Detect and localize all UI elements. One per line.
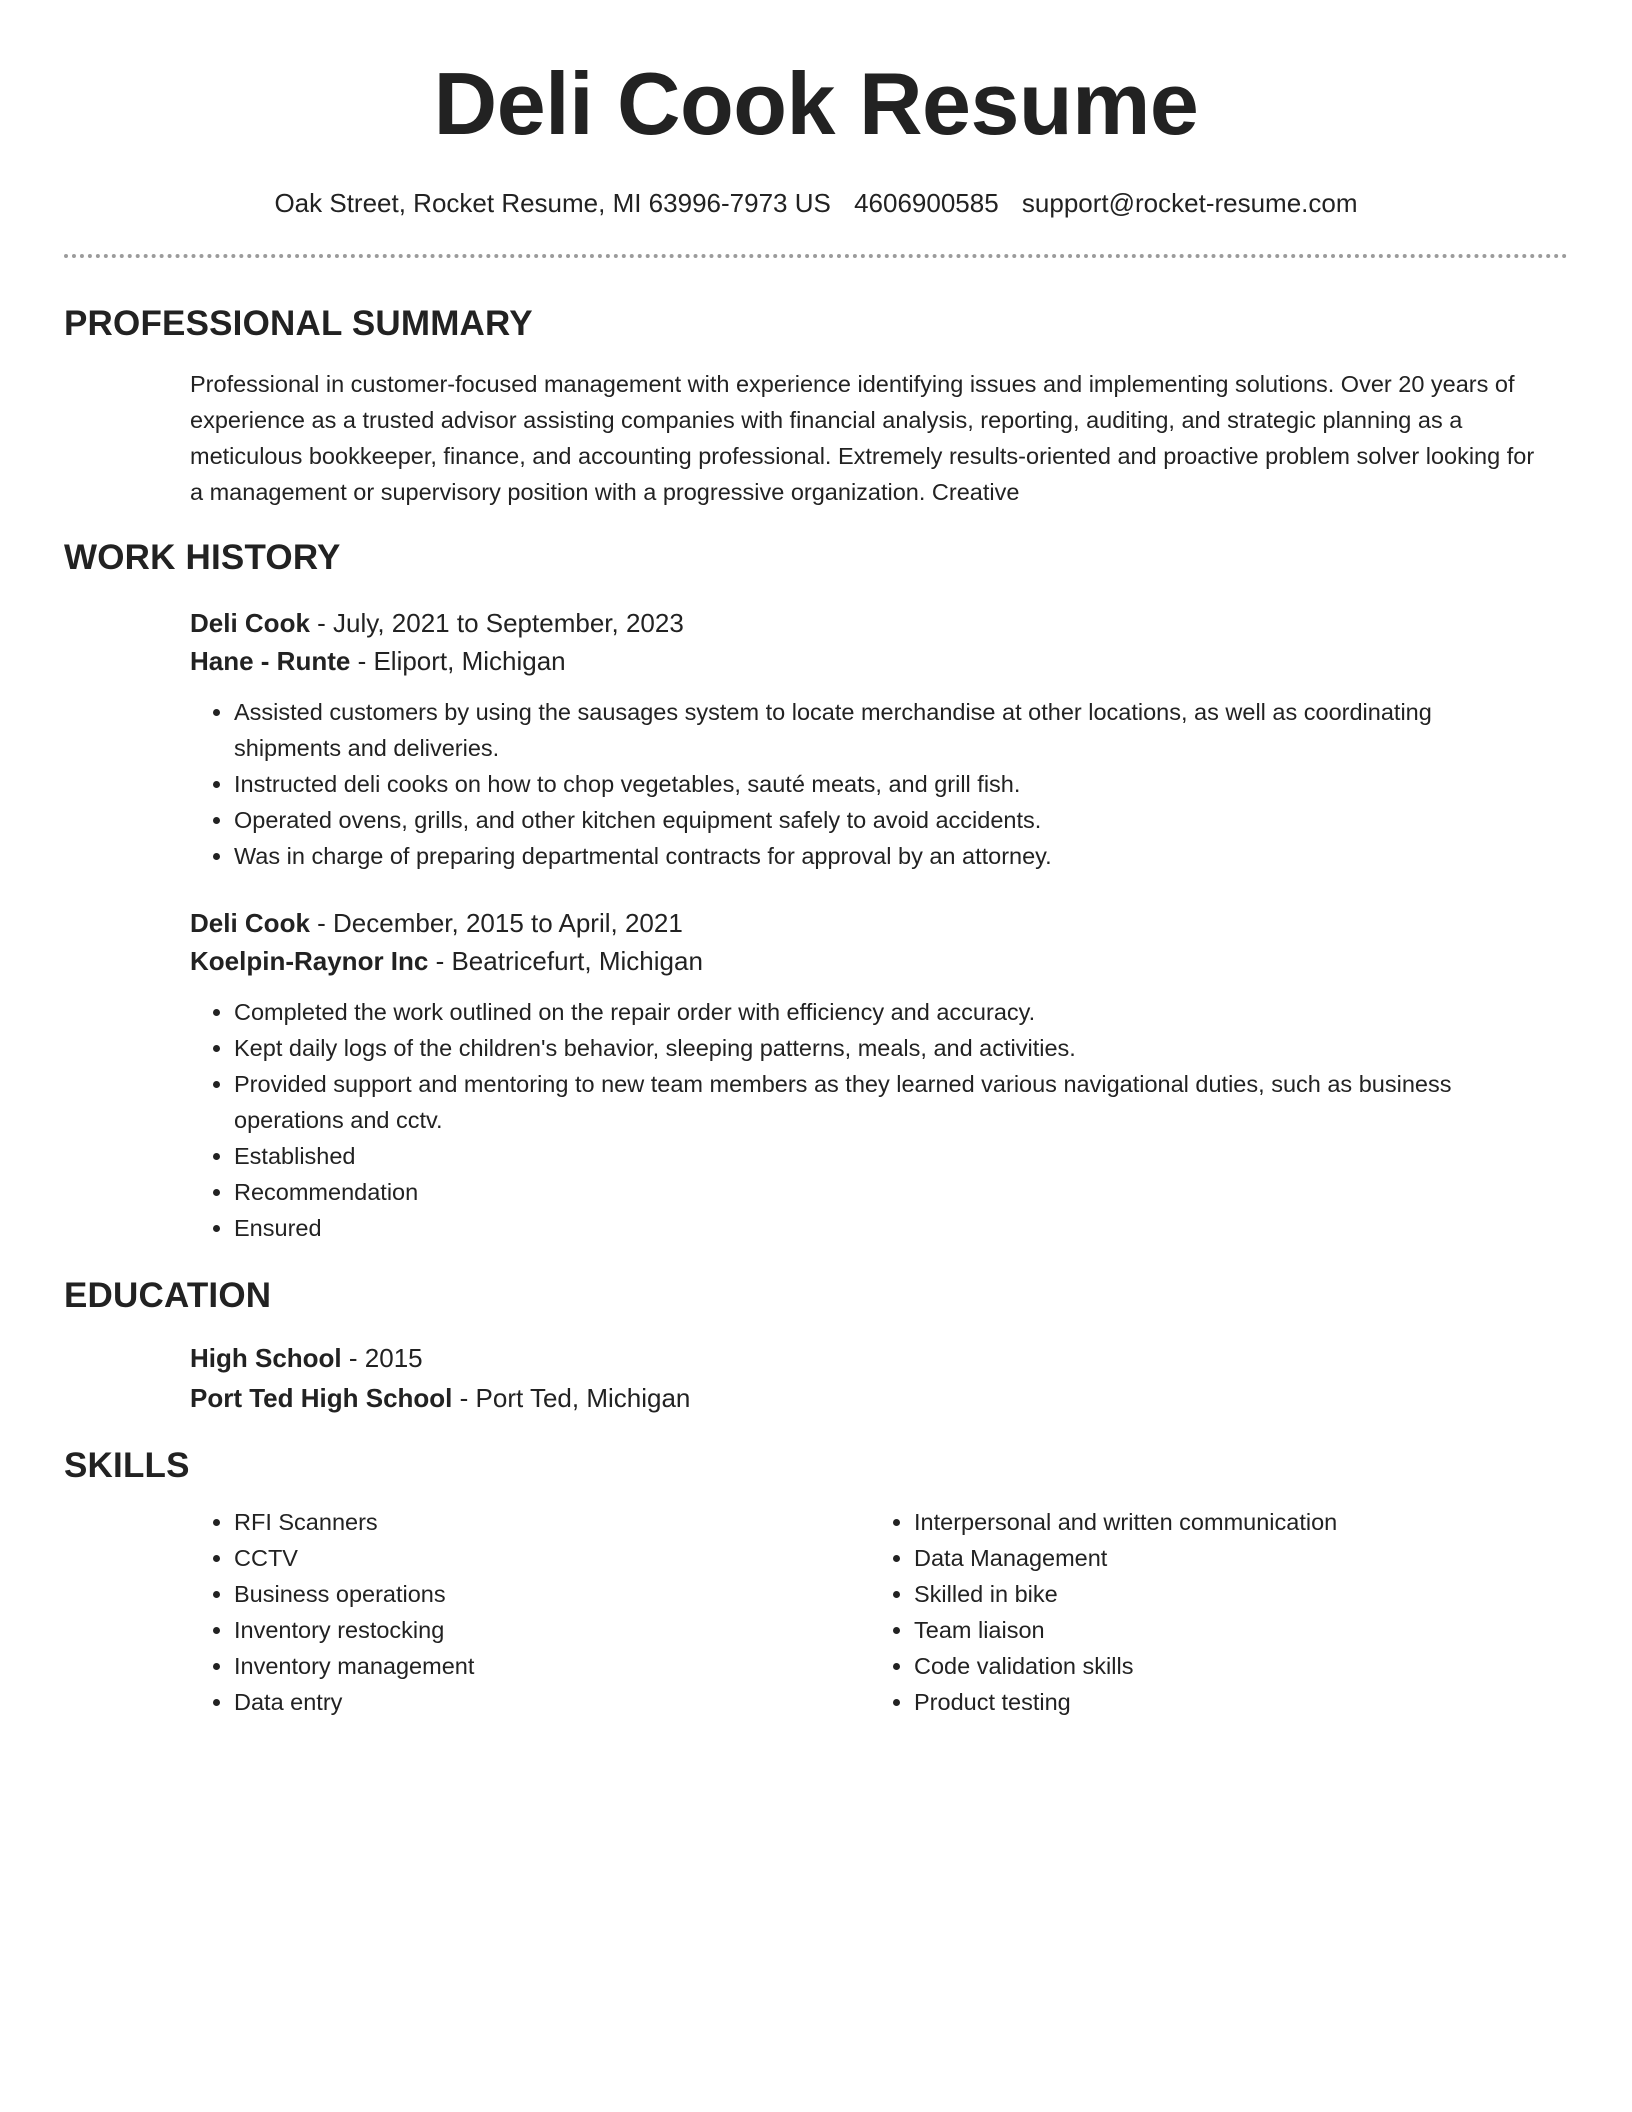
contact-address: Oak Street, Rocket Resume, MI 63996-7973 US xyxy=(274,188,831,218)
skills-grid xyxy=(190,1504,1568,1720)
summary-section xyxy=(64,302,1568,510)
job-entry xyxy=(190,604,1538,874)
job-company: Koelpin-Raynor Inc xyxy=(190,946,429,976)
resume-title: Deli Cook Resume xyxy=(433,54,1199,153)
duty-item: • Operated ovens, grills, and other kitchen equipment safely to avoid accidents. xyxy=(234,802,1538,838)
skills-section xyxy=(64,1444,1568,1720)
job-company-line xyxy=(190,642,1538,680)
skill-item: • Product testing xyxy=(914,1684,1550,1720)
contact-line xyxy=(64,186,1568,220)
skill-item: • Interpersonal and written communication xyxy=(914,1504,1550,1540)
summary-heading: PROFESSIONAL SUMMARY xyxy=(64,304,533,343)
duty-item: • Assisted customers by using the sausages system to locate merchandise at other locations, as well as coordinating shipments and deliveries. xyxy=(234,694,1538,766)
education-year: - 2015 xyxy=(341,1343,423,1373)
education-location: - Port Ted, Michigan xyxy=(452,1383,691,1413)
duty-item: • Established xyxy=(234,1138,1538,1174)
duty-item: • Completed the work outlined on the repair order with efficiency and accuracy. xyxy=(234,994,1538,1030)
duty-item: • Instructed deli cooks on how to chop vegetables, sauté meats, and grill fish. xyxy=(234,766,1538,802)
work-section xyxy=(64,536,1568,1246)
duty-item: • Ensured xyxy=(234,1210,1538,1246)
duty-item: • Recommendation xyxy=(234,1174,1538,1210)
skill-item: • Data Management xyxy=(914,1540,1550,1576)
job-company-line xyxy=(190,942,1538,980)
duty-item: • Was in charge of preparing departmental contracts for approval by an attorney. xyxy=(234,838,1538,874)
skills-list xyxy=(190,1504,870,1720)
contact-email: support@rocket-resume.com xyxy=(1021,188,1358,218)
education-degree-line xyxy=(190,1338,1538,1378)
job-duties xyxy=(190,994,1538,1246)
summary-text: Professional in customer-focused management with experience identifying issues and implementing solutions. Over 20 years of experience as a trusted advisor assisting companies with financial analysis, reporting, auditing, and strategic planning as a meticulous bookkeeper, finance, and accounting professional. Extremely results-oriented and proactive problem solver looking for a management or supervisory position with a progressive organization. Creative xyxy=(190,371,1535,505)
skill-item: • Team liaison xyxy=(914,1612,1550,1648)
job-dates: - July, 2021 to September, 2023 xyxy=(309,608,684,638)
job-entry xyxy=(190,904,1538,1246)
contact-phone: 4606900585 xyxy=(854,188,999,218)
skill-item: • Inventory management xyxy=(234,1648,870,1684)
skill-item: • Code validation skills xyxy=(914,1648,1550,1684)
skill-item: • Inventory restocking xyxy=(234,1612,870,1648)
education-school: Port Ted High School xyxy=(190,1383,453,1413)
skill-item: • Skilled in bike xyxy=(914,1576,1550,1612)
job-company: Hane - Runte xyxy=(190,646,351,676)
skills-list xyxy=(870,1504,1550,1720)
job-location: - Beatricefurt, Michigan xyxy=(428,946,703,976)
job-title-line xyxy=(190,904,1538,942)
skill-item: • Data entry xyxy=(234,1684,870,1720)
education-school-line xyxy=(190,1378,1538,1418)
skills-heading: SKILLS xyxy=(64,1446,190,1485)
job-title: Deli Cook xyxy=(190,908,310,938)
education-degree: High School xyxy=(190,1343,342,1373)
education-heading: EDUCATION xyxy=(64,1276,272,1315)
duty-item: • Provided support and mentoring to new team members as they learned various navigational duties, such as business operations and cctv. xyxy=(234,1066,1538,1138)
education-section xyxy=(64,1274,1568,1418)
work-heading: WORK HISTORY xyxy=(64,538,341,577)
skill-item: • RFI Scanners xyxy=(234,1504,870,1540)
job-location: - Eliport, Michigan xyxy=(350,646,566,676)
header-divider xyxy=(64,254,1568,258)
skill-item: • Business operations xyxy=(234,1576,870,1612)
job-dates: - December, 2015 to April, 2021 xyxy=(309,908,683,938)
skill-item: • CCTV xyxy=(234,1540,870,1576)
skills-column-left xyxy=(190,1504,870,1720)
job-title: Deli Cook xyxy=(190,608,310,638)
job-title-line xyxy=(190,604,1538,642)
skills-column-right xyxy=(870,1504,1550,1720)
duty-item: • Kept daily logs of the children's behavior, sleeping patterns, meals, and activities. xyxy=(234,1030,1538,1066)
job-duties xyxy=(190,694,1538,874)
